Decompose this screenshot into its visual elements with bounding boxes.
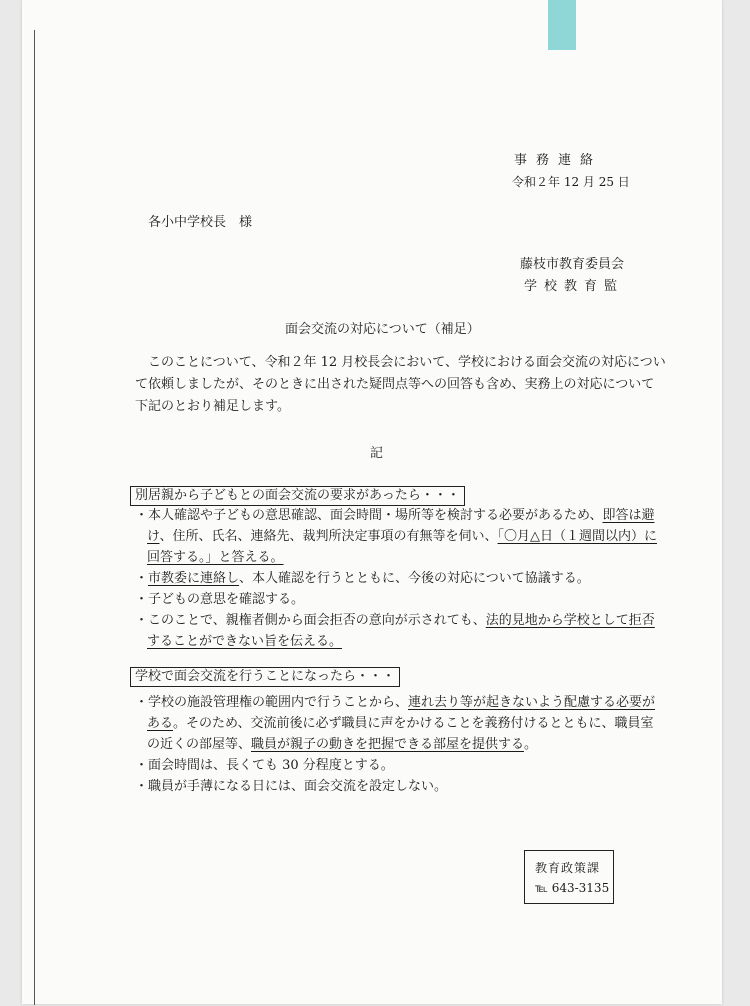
contact-tel: ℡ 643-3135 [535,881,610,895]
page-edge-line [34,30,35,1005]
s2-bullet3: ・職員が手薄になる日には、面会交流を設定しない。 [135,779,448,794]
sender-title: 学校教育監 [524,279,625,294]
s2-bullet2: ・面会時間は、長くても 30 分程度とする。 [135,758,394,773]
contact-dept: 教育政策課 [535,861,601,875]
s1-bullet4-line1: ・このことで、親権者側から面会拒否の意向が示されても、法的見地から学校として拒否 [135,613,655,628]
s2-bullet1-line1: ・学校の施設管理権の範囲内で行うことから、連れ去り等が起きないよう配慮する必要が [135,695,656,710]
doc-date: 令和２年 12 月 25 日 [512,175,630,189]
s1-bullet2: ・市教委に連絡し、本人確認を行うとともに、今後の対応について協議する。 [135,571,590,586]
contact-box [524,850,614,904]
recipient: 各小中学校長 様 [148,215,253,230]
section2-heading: 学校で面会交流を行うことになったら・・・ [130,667,400,687]
sender-org: 藤枝市教育委員会 [520,257,625,272]
s1-bullet1-line1: ・本人確認や子どもの意思確認、面会時間・場所等を検討する必要があるため、即答は避 [135,508,655,523]
s1-bullet3: ・子どもの意思を確認する。 [135,592,305,607]
sticky-tab [548,0,576,50]
s2-bullet1-line3: の近くの部屋等、職員が親子の動きを把握できる部屋を提供する。 [147,737,538,752]
doc-title: 面会交流の対応について（補足） [285,322,480,337]
intro-line-2: て依頼しましたが、そのときに出された疑問点等への回答も含め、実務上の対応について [135,377,655,392]
section1-heading: 別居親から子どもとの面会交流の要求があったら・・・ [130,486,465,506]
s1-bullet1-line2: け、住所、氏名、連絡先、裁判所決定事項の有無等を伺い、「〇月△日（１週間以内）に [147,529,657,544]
s1-bullet1-line3: 回答する。」と答える。 [147,550,284,565]
intro-line-3: 下記のとおり補足します。 [135,399,290,414]
doc-type-label: 事務連絡 [514,153,603,168]
ki-heading: 記 [370,446,384,461]
s1-bullet4-line2: することができない旨を伝える。 [147,634,343,649]
s2-bullet1-line2: ある。そのため、交流前後に必ず職員に声をかけることを義務付けるとともに、職員室 [147,716,654,731]
intro-line-1: このことについて、令和２年 12 月校長会において、学校における面会交流の対応につい [148,355,666,370]
